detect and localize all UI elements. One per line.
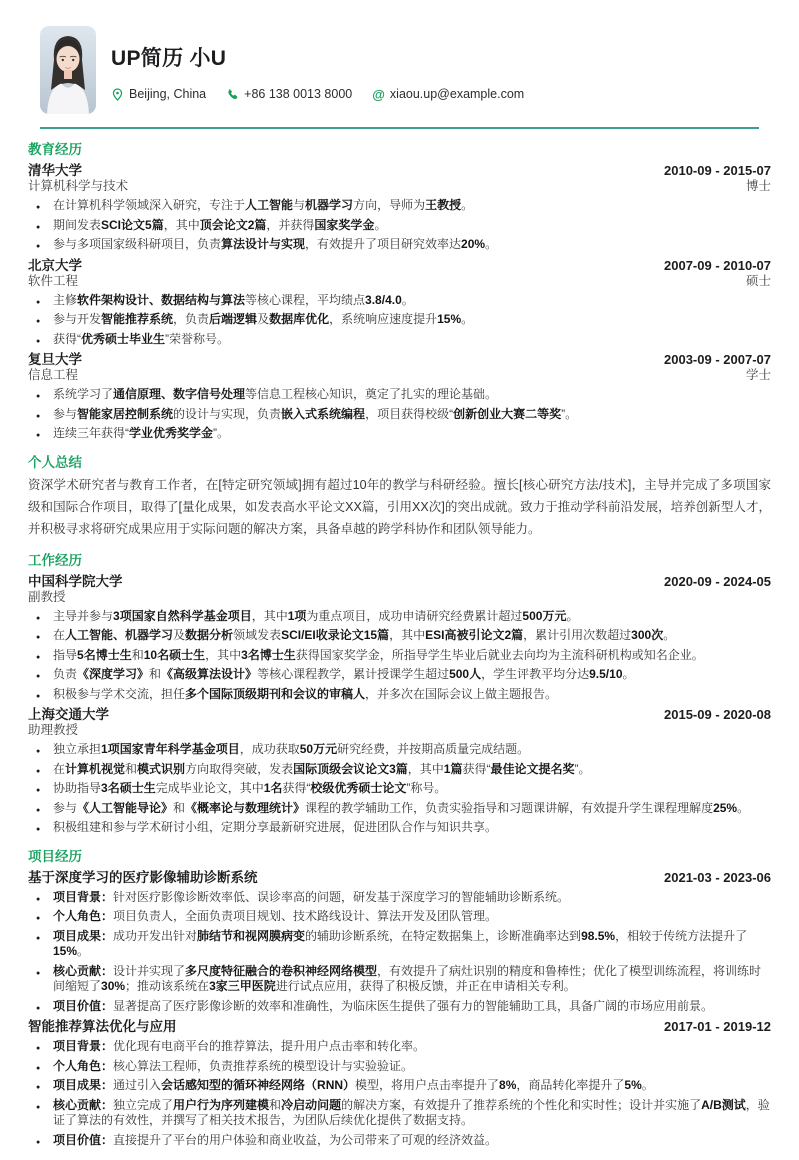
bullet-text: 通信原理、数字信号处理: [113, 387, 246, 401]
contact-row: [111, 87, 524, 101]
entry-degree: 硕士: [745, 273, 771, 288]
bullet-text: ”。: [213, 426, 230, 440]
bullet-text: 。: [374, 217, 387, 232]
bullet-text: 协助指导: [53, 781, 102, 795]
bullet-text: 最佳论文提名奖: [490, 761, 575, 776]
bullet-text: 多尺度特征融合的卷积神经网络模型: [185, 963, 378, 978]
bullet-text: 的辅助诊断系统，在特定数据集上，诊断准确率达到: [305, 928, 582, 943]
section-3: [28, 549, 771, 836]
bullet-text: 5%: [624, 1078, 642, 1092]
bullet-text: 。: [663, 628, 676, 642]
entry-right: [664, 574, 771, 590]
bullet-text: 在: [53, 761, 66, 776]
bullet-text: A/B测试: [701, 1097, 746, 1112]
bullet-text: 等信息工程核心知识，奠定了扎实的理论基础。: [245, 387, 498, 401]
bullet-text: 王教授: [425, 198, 462, 212]
bullet-text: 方向，导师为: [353, 198, 426, 212]
bullet-text: 显著提高了医疗影像诊断的效率和准确性，为临床医生提供了强有力的智能辅助工具，具备广阔的市场应用前景。: [113, 998, 714, 1013]
bullet-text: ，成功获取: [239, 742, 300, 756]
bullet-text: 用户行为序列建模: [173, 1097, 270, 1112]
bullet-text: 期间发表: [53, 217, 102, 232]
entry-role: 计算机科学与技术: [28, 179, 129, 193]
section-title: 项目经历: [28, 848, 82, 864]
bullet-text: 500万元: [522, 608, 567, 623]
bullet-text: 3家三甲医院: [209, 979, 276, 993]
entry-left: [28, 352, 82, 383]
bullet-item: [28, 387, 771, 403]
bullet-text: ”。: [561, 406, 578, 421]
bullet-list: [28, 1039, 771, 1148]
bullet-text: 项目背景：: [53, 1039, 114, 1053]
bullet-text: 系统学习了: [53, 387, 114, 401]
bullet-text: 核心贡献：: [53, 963, 114, 978]
section-title: 工作经历: [28, 552, 82, 568]
bullet-text: ；推动该系统在: [125, 979, 210, 993]
bullet-text: 98.5%: [581, 928, 616, 943]
entry-right: [664, 1019, 771, 1035]
bullet-text: 项目成果：: [53, 928, 114, 943]
entry-header: [28, 574, 771, 605]
bullet-text: 嵌入式系统编程: [281, 406, 366, 421]
bullet-text: 参与多项国家级科研项目，负责: [53, 237, 222, 251]
bullet-text: 。: [641, 1078, 654, 1092]
entry-date: 2007-09 - 2010-07: [664, 257, 771, 273]
bullet-text: 参与: [53, 800, 78, 815]
bullet-text: 软件架构设计、数据结构与算法: [77, 292, 246, 307]
bullet-text: 个人角色：: [53, 909, 114, 923]
bullet-item: [28, 820, 771, 836]
bullet-text: 后端逻辑: [209, 312, 258, 326]
entry-role: 软件工程: [28, 273, 79, 288]
bullet-text: 和: [149, 667, 162, 681]
bullet-text: ，验证了算法的有效性，并撰写了相关技术报告，为团队后续优化提供了数据支持。: [53, 1097, 770, 1127]
bullet-text: 主导并参与: [53, 608, 114, 623]
entry-date: 2010-09 - 2015-07: [664, 163, 771, 178]
bullet-text: 的解决方案，有效提升了推荐系统的个性化和实时性；设计并实施了: [341, 1097, 702, 1112]
bullet-text: 50万元: [299, 742, 338, 756]
header-divider: [40, 127, 759, 129]
entry-org: 北京大学: [28, 257, 82, 273]
bullet-item: [28, 890, 771, 906]
contact-location: [111, 87, 206, 101]
bullet-text: ，其中: [407, 761, 444, 776]
entry-right: [664, 707, 771, 723]
bullet-text: 的设计与实现，负责: [173, 406, 282, 421]
bullet-text: 校级优秀硕士论文: [310, 781, 407, 795]
bullet-item: [28, 667, 771, 683]
bullet-text: 《深度学习》: [77, 667, 150, 681]
entry: [28, 352, 771, 442]
bullet-text: 《高级算法设计》: [161, 667, 258, 681]
section-1: [28, 138, 771, 442]
bullet-text: 获得国家奖学金，所指导学生毕业后就业去向均为主流科研机构或知名企业。: [295, 647, 704, 662]
bullet-text: 500人: [449, 667, 482, 681]
bullet-text: 成功开发出针对: [113, 928, 198, 943]
bullet-text: 数据库优化: [269, 312, 330, 326]
entry-role: 副教授: [28, 589, 66, 604]
bullet-item: [28, 426, 771, 442]
bullet-text: 直接提升了平台的用户体验和商业收益，为公司带来了可观的经济效益。: [113, 1132, 498, 1147]
bullet-text: 积极参与学术交流，担任: [53, 686, 186, 701]
entry: [28, 163, 771, 253]
bullet-text: 在: [53, 628, 66, 642]
entry-right: [664, 258, 771, 289]
entry-left: [28, 258, 82, 289]
bullet-item: [28, 1059, 771, 1075]
bullet-text: ，项目获得校级“: [365, 406, 454, 421]
bullet-text: 核心贡献：: [53, 1097, 114, 1112]
bullet-text: ”荣誉称号。: [165, 331, 230, 346]
bullet-text: 。: [77, 944, 90, 958]
entry-header: [28, 870, 771, 886]
bullet-item: [28, 762, 771, 778]
bullet-text: 课程的教学辅助工作，负责实验指导和习题课讲解，有效提升学生课程理解度: [305, 800, 714, 815]
bullet-list: [28, 293, 771, 348]
entry-header: [28, 163, 771, 194]
bullet-text: 8%: [499, 1078, 517, 1092]
bullet-text: SCI论文5篇: [101, 217, 164, 232]
entry-degree: 学士: [745, 368, 771, 382]
bullet-text: 3项国家自然科学基金项目: [113, 608, 252, 623]
bullet-text: 连续三年获得“: [53, 426, 129, 440]
bullet-text: 国际顶级会议论文3篇: [293, 761, 408, 776]
bullet-text: 优秀硕士毕业生: [81, 331, 166, 346]
entry-header: [28, 1019, 771, 1035]
bullet-text: ，相较于传统方法提升了: [615, 928, 748, 943]
section-2: [28, 451, 771, 540]
bullet-text: 通过引入: [113, 1078, 162, 1092]
bullet-item: [28, 1039, 771, 1055]
bullet-item: [28, 1098, 771, 1129]
bullet-text: 项目价值：: [53, 998, 114, 1013]
entry-role: 助理教授: [28, 723, 79, 737]
bullet-item: [28, 801, 771, 817]
bullet-item: [28, 929, 771, 960]
bullet-text: 参与: [53, 406, 78, 421]
bullet-item: [28, 332, 771, 348]
bullet-text: 15%: [437, 312, 462, 326]
bullet-text: 5名博士生: [77, 647, 132, 662]
bullet-text: 人工智能: [245, 198, 294, 212]
contact-email: [372, 87, 524, 101]
entry-date: 2020-09 - 2024-05: [664, 573, 771, 589]
bullet-text: 。: [737, 800, 750, 815]
bullet-text: 项目成果：: [53, 1078, 114, 1092]
bullet-text: 30%: [101, 979, 126, 993]
bullet-item: [28, 1078, 771, 1094]
bullet-text: 9.5/10: [589, 667, 623, 681]
bullet-text: 算法设计与实现: [221, 237, 306, 251]
bullet-item: [28, 237, 771, 253]
bullet-text: ，系统响应速度提升: [329, 312, 438, 326]
bullet-item: [28, 648, 771, 664]
bullet-text: 机器学习: [305, 198, 354, 212]
bullet-text: 冷启动问题: [281, 1097, 342, 1112]
bullet-text: 智能推荐系统: [101, 312, 174, 326]
bullet-item: [28, 628, 771, 644]
bullet-text: SCI/EI收录论文15篇: [281, 628, 390, 642]
bullet-item: [28, 218, 771, 234]
bullet-text: 研究经费，并按期高质量完成结题。: [337, 742, 530, 756]
bullet-text: 1项国家青年科学基金项目: [101, 742, 240, 756]
bullet-text: ，负责: [173, 312, 210, 326]
bullet-item: [28, 781, 771, 797]
bullet-list: [28, 609, 771, 703]
bullet-item: [28, 609, 771, 625]
bullet-text: 与: [293, 198, 306, 212]
bullet-text: 项目负责人，全面负责项目规划、技术路线设计、算法开发及团队管理。: [113, 909, 498, 923]
bullet-item: [28, 687, 771, 703]
bullet-item: [28, 964, 771, 995]
bullet-text: ，有效提升了病灶识别的精度和鲁棒性；优化了模型训练流程，将训练时间缩短了: [53, 963, 762, 993]
bullet-text: 积极组建和参与学术研讨小组，定期分享最新研究进展，促进团队合作与知识共享。: [53, 820, 498, 834]
candidate-name: UP简历 小U: [111, 47, 227, 70]
resume-header: [28, 26, 771, 114]
bullet-text: 及: [173, 628, 186, 642]
bullet-text: ，其中: [389, 628, 426, 642]
phone-text: +86 138 0013 8000: [244, 87, 353, 101]
bullet-text: 获得“: [462, 761, 491, 776]
bullet-text: 在计算机科学领域深入研究，专注于: [53, 198, 246, 212]
bullet-text: ”称号。: [406, 781, 447, 795]
bullet-text: 肺结节和视网膜病变: [197, 928, 306, 943]
entry-right: [664, 352, 771, 383]
entry: [28, 870, 771, 1015]
bullet-text: ，累计引用次数超过: [523, 628, 632, 642]
bullet-text: 参与开发: [53, 312, 102, 326]
bullet-text: 。: [622, 667, 635, 681]
entry-date: 2003-09 - 2007-07: [664, 352, 771, 367]
bullet-text: ，并获得: [266, 217, 315, 232]
bullet-item: [28, 293, 771, 309]
entry-header: [28, 258, 771, 289]
bullet-text: ，学生评教平均分达: [481, 667, 590, 681]
entry-org: 复旦大学: [28, 352, 82, 367]
bullet-text: 设计并实现了: [113, 963, 186, 978]
bullet-text: 10名硕士生: [143, 647, 206, 662]
bullet-text: 等核心课程，平均绩点: [245, 292, 366, 307]
bullet-text: 15%: [53, 944, 78, 958]
entry-date: 2015-09 - 2020-08: [664, 707, 771, 722]
bullet-text: 优化现有电商平台的推荐算法，提升用户点击率和转化率。: [113, 1039, 426, 1053]
bullet-text: ，其中: [163, 217, 200, 232]
bullet-text: 个人角色：: [53, 1058, 114, 1073]
phone-icon: [226, 88, 239, 101]
bullet-text: 创新创业大赛二等奖: [453, 406, 562, 421]
portrait-photo-icon: [40, 26, 96, 114]
bullet-text: 获得“: [53, 331, 81, 346]
bullet-item: [28, 312, 771, 328]
bullet-text: 方向取得突破，发表: [185, 761, 294, 776]
entry-right: [664, 163, 771, 194]
entry-right: [664, 870, 771, 886]
bullet-text: 。: [485, 237, 498, 251]
at-icon: @: [372, 86, 385, 102]
bullet-text: 1项: [287, 608, 307, 623]
bullet-text: 和: [125, 761, 138, 776]
bullet-text: 智能家居控制系统: [77, 406, 174, 421]
bullet-text: 指导: [53, 647, 78, 662]
bullet-text: 。: [401, 292, 414, 307]
entry-left: [28, 707, 109, 738]
bullet-text: 和: [269, 1097, 282, 1112]
entry-date: 2017-01 - 2019-12: [664, 1019, 771, 1034]
bullet-list: [28, 198, 771, 253]
entry-left: [28, 870, 258, 886]
bullet-text: 3名博士生: [241, 647, 296, 662]
section-4: [28, 845, 771, 1149]
entry-role: 信息工程: [28, 368, 79, 382]
bullet-item: [28, 999, 771, 1015]
sections: [28, 138, 771, 1148]
bullet-text: 计算机视觉: [65, 761, 126, 776]
bullet-text: 等核心课程教学，累计授课学生超过: [257, 667, 450, 681]
bullet-text: 及: [257, 312, 270, 326]
entry-degree: 博士: [745, 179, 771, 193]
profile-photo: [40, 26, 96, 114]
bullet-text: 人工智能、机器学习: [65, 628, 174, 642]
entry-left: [28, 163, 128, 194]
bullet-text: 会话感知型的循环神经网络（RNN）: [161, 1078, 356, 1092]
bullet-text: 1名: [263, 781, 283, 795]
entry: [28, 1019, 771, 1148]
bullet-list: [28, 387, 771, 442]
bullet-text: ，其中: [251, 608, 288, 623]
bullet-text: 模式识别: [137, 761, 186, 776]
bullet-text: 300次: [631, 628, 664, 642]
bullet-text: ，其中: [205, 647, 242, 662]
bullet-text: 和: [173, 800, 186, 815]
bullet-text: 项目背景：: [53, 889, 114, 904]
bullet-text: 《人工智能导论》: [77, 800, 174, 815]
bullet-text: 数据分析: [185, 628, 234, 642]
bullet-text: 负责: [53, 667, 78, 681]
bullet-text: 3.8/4.0: [365, 292, 402, 307]
summary-text: 资深学术研究者与教育工作者，在[特定研究领域]拥有超过10年的教学与科研经验。擅长[核心研究方法/技术]，主导并完成了多项国家级和国际合作项目，取得了[量化成果，如发表高水平论文XX篇，引用XX次]的突出成就。致力于推动学科前沿发展，培养创新型人才，并积极寻求将研究成果应用于实际问题的解决方案，具备卓越的跨学科协作和团队领导能力。: [28, 477, 771, 536]
bullet-text: ，商品转化率提升了: [516, 1078, 625, 1092]
bullet-text: 项目价值：: [53, 1132, 114, 1147]
bullet-text: 进行试点应用，获得了积极反馈，并正在申请相关专利。: [275, 979, 576, 993]
bullet-text: 《概率论与数理统计》: [185, 800, 306, 815]
bullet-text: 。: [461, 312, 474, 326]
entry-left: [28, 574, 123, 605]
entry: [28, 707, 771, 836]
bullet-text: 25%: [713, 800, 738, 815]
bullet-item: [28, 407, 771, 423]
bullet-text: 学业优秀奖学金: [129, 426, 214, 440]
email-text: xiaou.up@example.com: [389, 87, 525, 101]
bullet-text: 模型，将用户点击率提升了: [355, 1078, 500, 1092]
bullet-item: [28, 1133, 771, 1149]
bullet-text: 3名硕士生: [101, 781, 156, 795]
bullet-text: 多个国际顶级期刊和会议的审稿人: [185, 686, 366, 701]
location-pin-icon: [111, 88, 124, 101]
bullet-item: [28, 742, 771, 758]
entry-header: [28, 707, 771, 738]
entry-org: 中国科学院大学: [28, 573, 123, 589]
entry-org: 智能推荐算法优化与应用: [28, 1019, 177, 1034]
bullet-text: 完成毕业论文，其中: [155, 781, 264, 795]
bullet-text: 20%: [461, 237, 486, 251]
bullet-list: [28, 890, 771, 1015]
bullet-text: 针对医疗影像诊断效率低、误诊率高的问题，研发基于深度学习的智能辅助诊断系统。: [113, 889, 570, 904]
bullet-item: [28, 198, 771, 214]
bullet-item: [28, 909, 771, 925]
bullet-list: [28, 742, 771, 836]
entry-org: 清华大学: [28, 163, 82, 178]
entry: [28, 574, 771, 703]
bullet-text: 获得“: [282, 781, 311, 795]
section-title: 个人总结: [28, 454, 82, 470]
entry-left: [28, 1019, 177, 1035]
bullet-text: ，有效提升了项目研究效率达: [305, 237, 462, 251]
bullet-text: 为重点项目，成功申请研究经费累计超过: [306, 608, 523, 623]
entry: [28, 258, 771, 348]
contact-phone: [226, 87, 352, 101]
bullet-text: ，并多次在国际会议上做主题报告。: [365, 686, 558, 701]
bullet-text: 国家奖学金: [314, 217, 375, 232]
bullet-text: 领域发表: [233, 628, 282, 642]
bullet-text: ESI高被引论文2篇: [425, 628, 524, 642]
bullet-text: 1篇: [443, 761, 463, 776]
bullet-text: 独立完成了: [113, 1097, 174, 1112]
entry-org: 基于深度学习的医疗影像辅助诊断系统: [28, 869, 258, 885]
entry-org: 上海交通大学: [28, 707, 109, 722]
bullet-text: 核心算法工程师，负责推荐系统的模型设计与实验验证。: [113, 1058, 414, 1073]
bullet-text: 。: [566, 608, 579, 623]
entry-header: [28, 352, 771, 383]
bullet-text: 和: [131, 647, 144, 662]
bullet-text: 。: [461, 198, 474, 212]
section-title: 教育经历: [28, 142, 82, 157]
identity-block: [111, 26, 524, 114]
bullet-text: ”。: [574, 761, 591, 776]
location-text: Beijing, China: [129, 87, 207, 101]
entry-date: 2021-03 - 2023-06: [664, 869, 771, 885]
bullet-text: 主修: [53, 292, 78, 307]
bullet-text: 独立承担: [53, 742, 102, 756]
bullet-text: 顶会论文2篇: [199, 217, 267, 232]
